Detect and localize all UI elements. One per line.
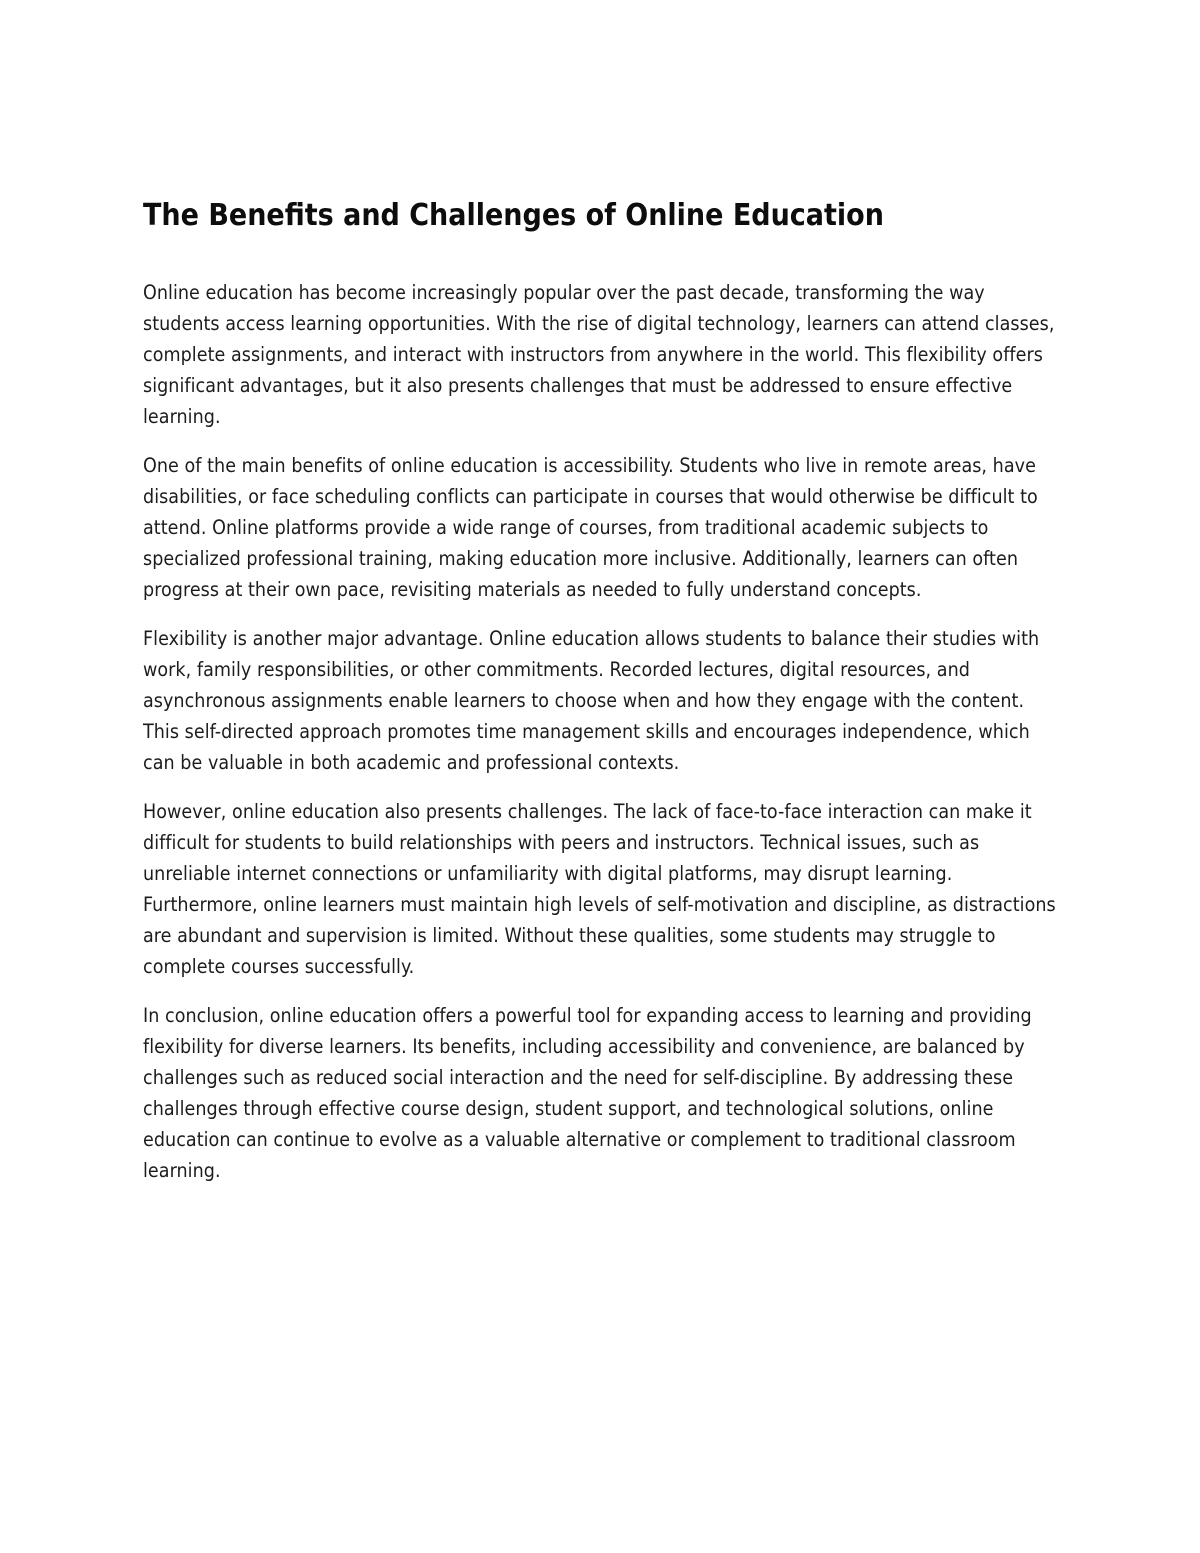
paragraph-1: Online education has become increasingly popular over the past decade, transforming the way students access learning opportunities. With the rise of digital technology, learners can attend classes, complete assignments, and interact with instructors from anywhere in the world. This flexibility offers significant advantages, but it also presents challenges that must be addressed to ensure effective learning. — [143, 281, 1055, 428]
paragraph-4: However, online education also presents challenges. The lack of face-to-face interaction can make it difficult for students to build relationships with peers and instructors. Technical issues, such as unreliable internet connections or unfamiliarity with digital platforms, may disrupt learning. Furthermore, online learners must maintain high levels of self-motivation and discipline, as distractions are abundant and supervision is limited. Without these qualities, some students may struggle to complete courses successfully. — [143, 800, 1056, 978]
paragraph-3: Flexibility is another major advantage. Online education allows students to balance their studies with work, family responsibilities, or other commitments. Recorded lectures, digital resources, and asynchronous assignments enable learners to choose when and how they engage with the content. This self-directed approach promotes time management skills and encourages independence, which can be valuable in both academic and professional contexts. — [143, 627, 1040, 774]
document-content — [143, 195, 1059, 1186]
paragraph-2: One of the main benefits of online education is accessibility. Students who live in remote areas, have disabilities, or face scheduling conflicts can participate in courses that would otherwise be difficult to attend. Online platforms provide a wide range of courses, from traditional academic subjects to specialized professional training, making education more inclusive. Additionally, learners can often progress at their own pace, revisiting materials as needed to fully understand concepts. — [143, 454, 1038, 601]
page-title: The Benefits and Challenges of Online Education — [143, 198, 884, 233]
paragraph-5: In conclusion, online education offers a powerful tool for expanding access to learning and providing flexibility for diverse learners. Its benefits, including accessibility and convenience, are balanced by challenges such as reduced social interaction and the need for self-discipline. By addressing these challenges through effective course design, student support, and technological solutions, online education can continue to evolve as a valuable alternative or complement to traditional classroom learning. — [143, 1004, 1032, 1182]
document-body — [143, 277, 1059, 1186]
